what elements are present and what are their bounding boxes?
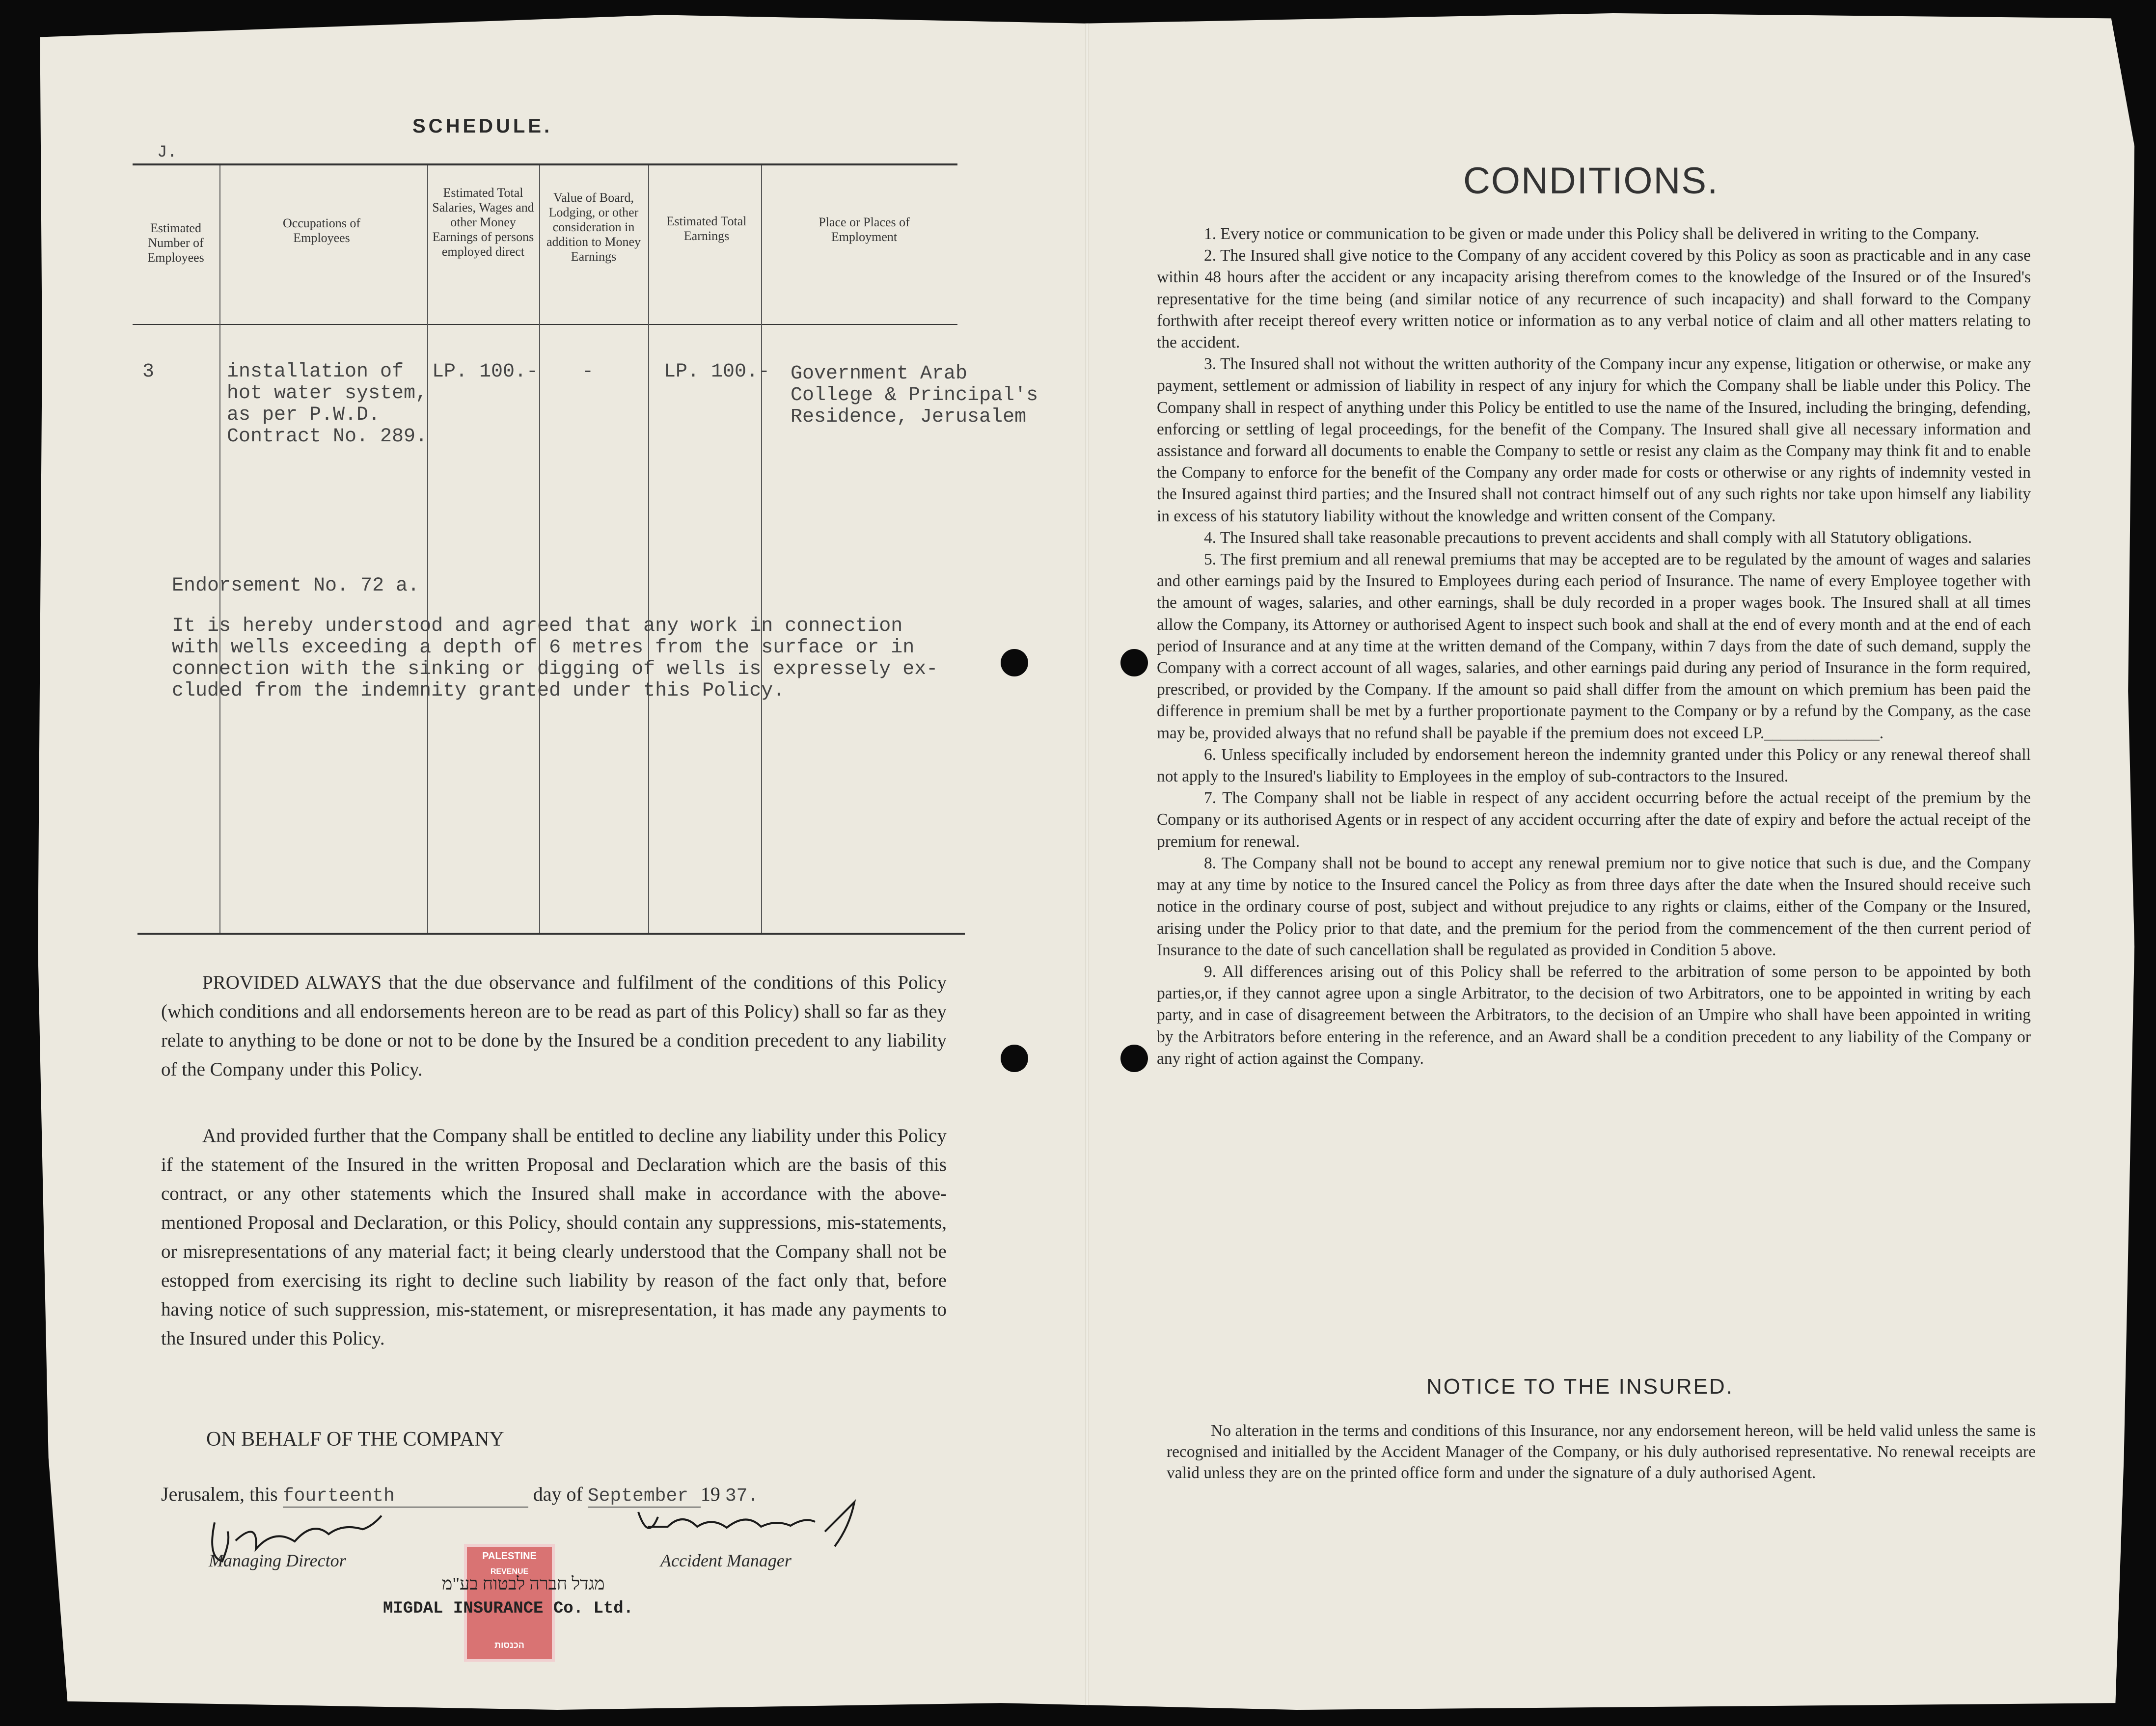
punch-hole [1001,1045,1028,1072]
punch-hole [1120,649,1148,676]
revenue-stamp-mid: REVENUE [490,1567,529,1576]
date-prefix: Jerusalem, this [161,1483,278,1505]
notice-body [1167,1420,2036,1483]
endorsement-text: It is hereby understood and agreed that any work in connection with wells exceeding a depth of 6 metres from the surface or in connection with the sinking or digging of wells is expressely ex- cluded from the indemnity granted under this Policy. [172,615,938,702]
company-stamp: MIGDAL INSURANCE Co. Ltd. [383,1599,634,1618]
punch-hole [1001,649,1028,676]
schedule-title: SCHEDULE. [412,115,553,137]
conditions-list [1157,223,2031,1070]
condition-item: 4. The Insured shall take reasonable precautions to prevent accidents and shall comply with all Statutory obligations. [1204,528,1972,547]
condition-item: 8. The Company shall not be bound to accept any renewal premium nor to give notice that such is due, and the Company may at any time by notice to the Insured cancel the Policy as from three days after the date when the Insured should receive such notice in the ordinary course of post, subject and without prejudice to any rights or claims, either of the Company or the Insured, arising under the Policy prior to that date, and the premium for the period from the commencement of the then current period of Insurance to the date of such cancellation shall be regulated as provided in Condition 5 above. [1157,854,2031,959]
accident-manager-label: Accident Manager [660,1551,791,1570]
column-divider [539,165,540,933]
date-day-label: day of [533,1483,583,1505]
schedule-mark: J. [157,143,177,162]
cell-total: LP. 100.- [664,361,770,383]
condition-item: 1. Every notice or communication to be given or made under this Policy shall be delivered in writing to the Company. [1204,225,1980,243]
schedule-bottom-rule [137,933,965,935]
date-year-prefix: 19 [700,1483,720,1505]
column-divider [648,165,649,933]
condition-item: 6. Unless specifically included by endorsement hereon the indemnity granted under this Policy or any renewal thereof shall not apply to the Insured's liability to Employees in the employ of sub-contractors to the Insured. [1157,745,2031,786]
cell-employees: 3 [142,361,155,383]
condition-item: 5. The first premium and all renewal premiums that may be accepted are to be regulated by the amount of wages and salaries and other earnings paid by the Insured to Employees during each period of Insurance. The name of every Employee together with the amount of wages, salaries, and other earnings, shall be duly recorded in a proper wages book. The Insured shall at all times allow the Company, its Attorney or authorised Agent to inspect such book and shall at the end of every month and at the end of each period of Insurance and at any time at the written demand of the Company, within 7 days from the date of such demand, supply the Company with a correct account of all wages, salaries, and other earnings paid during any period of Insurance in the form required, prescribed, or provided by the Company. If the amount so paid shall differ from the amount on which premium has been paid the difference in premium shall be met by a further proportionate payment to the Company or by a refund by the Company, as the case may be, provided always that no refund shall be payable if the premium does not exceed LP.______________. [1157,550,2031,742]
condition-item: 7. The Company shall not be liable in respect of any accident occurring before the actual receipt of the premium by the Company or its authorised Agents or in respect of any accident occurring after the date of expiry and before the actual receipt of the premium for renewal. [1157,789,2031,851]
on-behalf-label: ON BEHALF OF THE COMPANY [206,1428,504,1451]
col-header-place: Place or Places of Employment [819,215,910,244]
column-divider [761,165,762,933]
revenue-stamp-bottom: הכנסות [494,1640,524,1650]
cell-board: - [582,361,594,383]
managing-director-label: Managing Director [209,1551,346,1570]
condition-item: 9. All differences arising out of this Policy shall be referred to the arbitration of some person to be appointed by both parties,or, if they cannot agree upon a single Arbitrator, to the decision of two Arbitrators, one to be appointed in writing by each party, and in case of disagreement between the Arbitrators, to the decision of an Umpire who shall have been appointed in writing by the Arbitrators before entering in the reference, and an Award shall be a condition precedent to any liability of the Company or any right of action against the Company. [1157,962,2031,1068]
col-header-occupations: Occupations of Employees [282,216,361,245]
column-divider [219,165,220,933]
page-fold [1085,10,1089,1713]
schedule-header-rule [133,324,957,325]
endorsement-title: Endorsement No. 72 a. [172,575,420,597]
schedule-top-rule [133,163,957,165]
date-month: September [588,1485,701,1508]
notice-title: NOTICE TO THE INSURED. [1426,1375,1734,1399]
col-header-employees: Estimated Number of Employees [147,221,204,265]
hebrew-company-stamp: מגדל חברה לבטוח בע"מ [442,1574,605,1593]
conditions-title: CONDITIONS. [1463,160,1719,202]
notice-text: No alteration in the terms and conditions of this Insurance, nor any endorsement hereon, will be held valid unless the same is recognised and initialled by the Accident Manager of the Company, or his duly authorised representative. No renewal receipts are valid unless they are on the printed office form and under the signature of a duly authorised Agent. [1167,1422,2036,1482]
cell-salaries: LP. 100.- [432,361,539,383]
proviso-paragraph-1: PROVIDED ALWAYS that the due observance and fulfilment of the conditions of this Policy (which conditions and all endorsements hereon are to be read as part of this Policy) shall so far as they relate to anything to be done or not to be done by the Insured be a condition precedent to any liability of the Company under this Policy. [161,972,947,1080]
col-header-total: Estimated Total Earnings [666,214,747,243]
punch-hole [1120,1045,1148,1072]
proviso-paragraph-2: And provided further that the Company shall be entitled to decline any liability under this Policy if the statement of the Insured in the written Proposal and Declaration which are the basis of this contract, or any other statements which the Insured shall make in accordance with the above-mentioned Proposal and Declaration, or this Policy, should contain any suppressions, mis-statements, or misrepresentations of any material fact; it being clearly understood that the Company shall not be estopped from exercising its right to decline such liability by reason of the fact only that, before having notice of such suppression, mis-statement, or misrepresentation, it has made any payments to the Insured under this Policy. [161,1125,947,1349]
cell-occupation: installation of hot water system, as per P.W.D. Contract No. 289. [227,361,428,448]
condition-item: 3. The Insured shall not without the written authority of the Company incur any expense, litigation or otherwise, or make any payment, settlement or admission of liability in respect of any injury for which the Company shall be liable under this Policy. The Company shall in respect of anything under this Policy be entitled to use the name of the Insured, including the bringing, defending, enforcing or settling of legal proceedings, for the benefit of the Company. The Insured shall give all necessary information and assistance and forward all documents to enable the Company to settle or resist any claim as the Company may think fit and to enable the Company to enforce for the benefit of the Company any order made for costs or otherwise or any rights of indemnity vested in the Insured against third parties; and the Insured shall not contract himself out of any such rights nor take upon himself any liability in excess of his statutory liability without the knowledge and written consent of the Company. [1157,355,2031,525]
revenue-stamp-top: PALESTINE [482,1551,537,1562]
date-day: fourteenth [283,1485,528,1508]
column-divider [427,165,428,933]
col-header-board: Value of Board, Lodging, or other consideration in addition to Money Earnings [546,190,641,264]
condition-item: 2. The Insured shall give notice to the Company of any accident covered by this Policy as soon as practicable and in any case within 48 hours after the accident or any incapacity arising therefrom comes to the knowledge of the Insured or of the Insured's representative for the time being (and similar notice of any recurrence of such incapacity) and shall forward to the Company forthwith after receipt thereof every written notice or information as to any verbal notice of claim and all other matters relating to the accident. [1157,246,2031,352]
cell-place: Government Arab College & Principal's Residence, Jerusalem [791,363,1038,428]
col-header-salaries: Estimated Total Salaries, Wages and other Money Earnings of persons employed direct [432,186,534,259]
date-year: 37. [725,1485,759,1507]
